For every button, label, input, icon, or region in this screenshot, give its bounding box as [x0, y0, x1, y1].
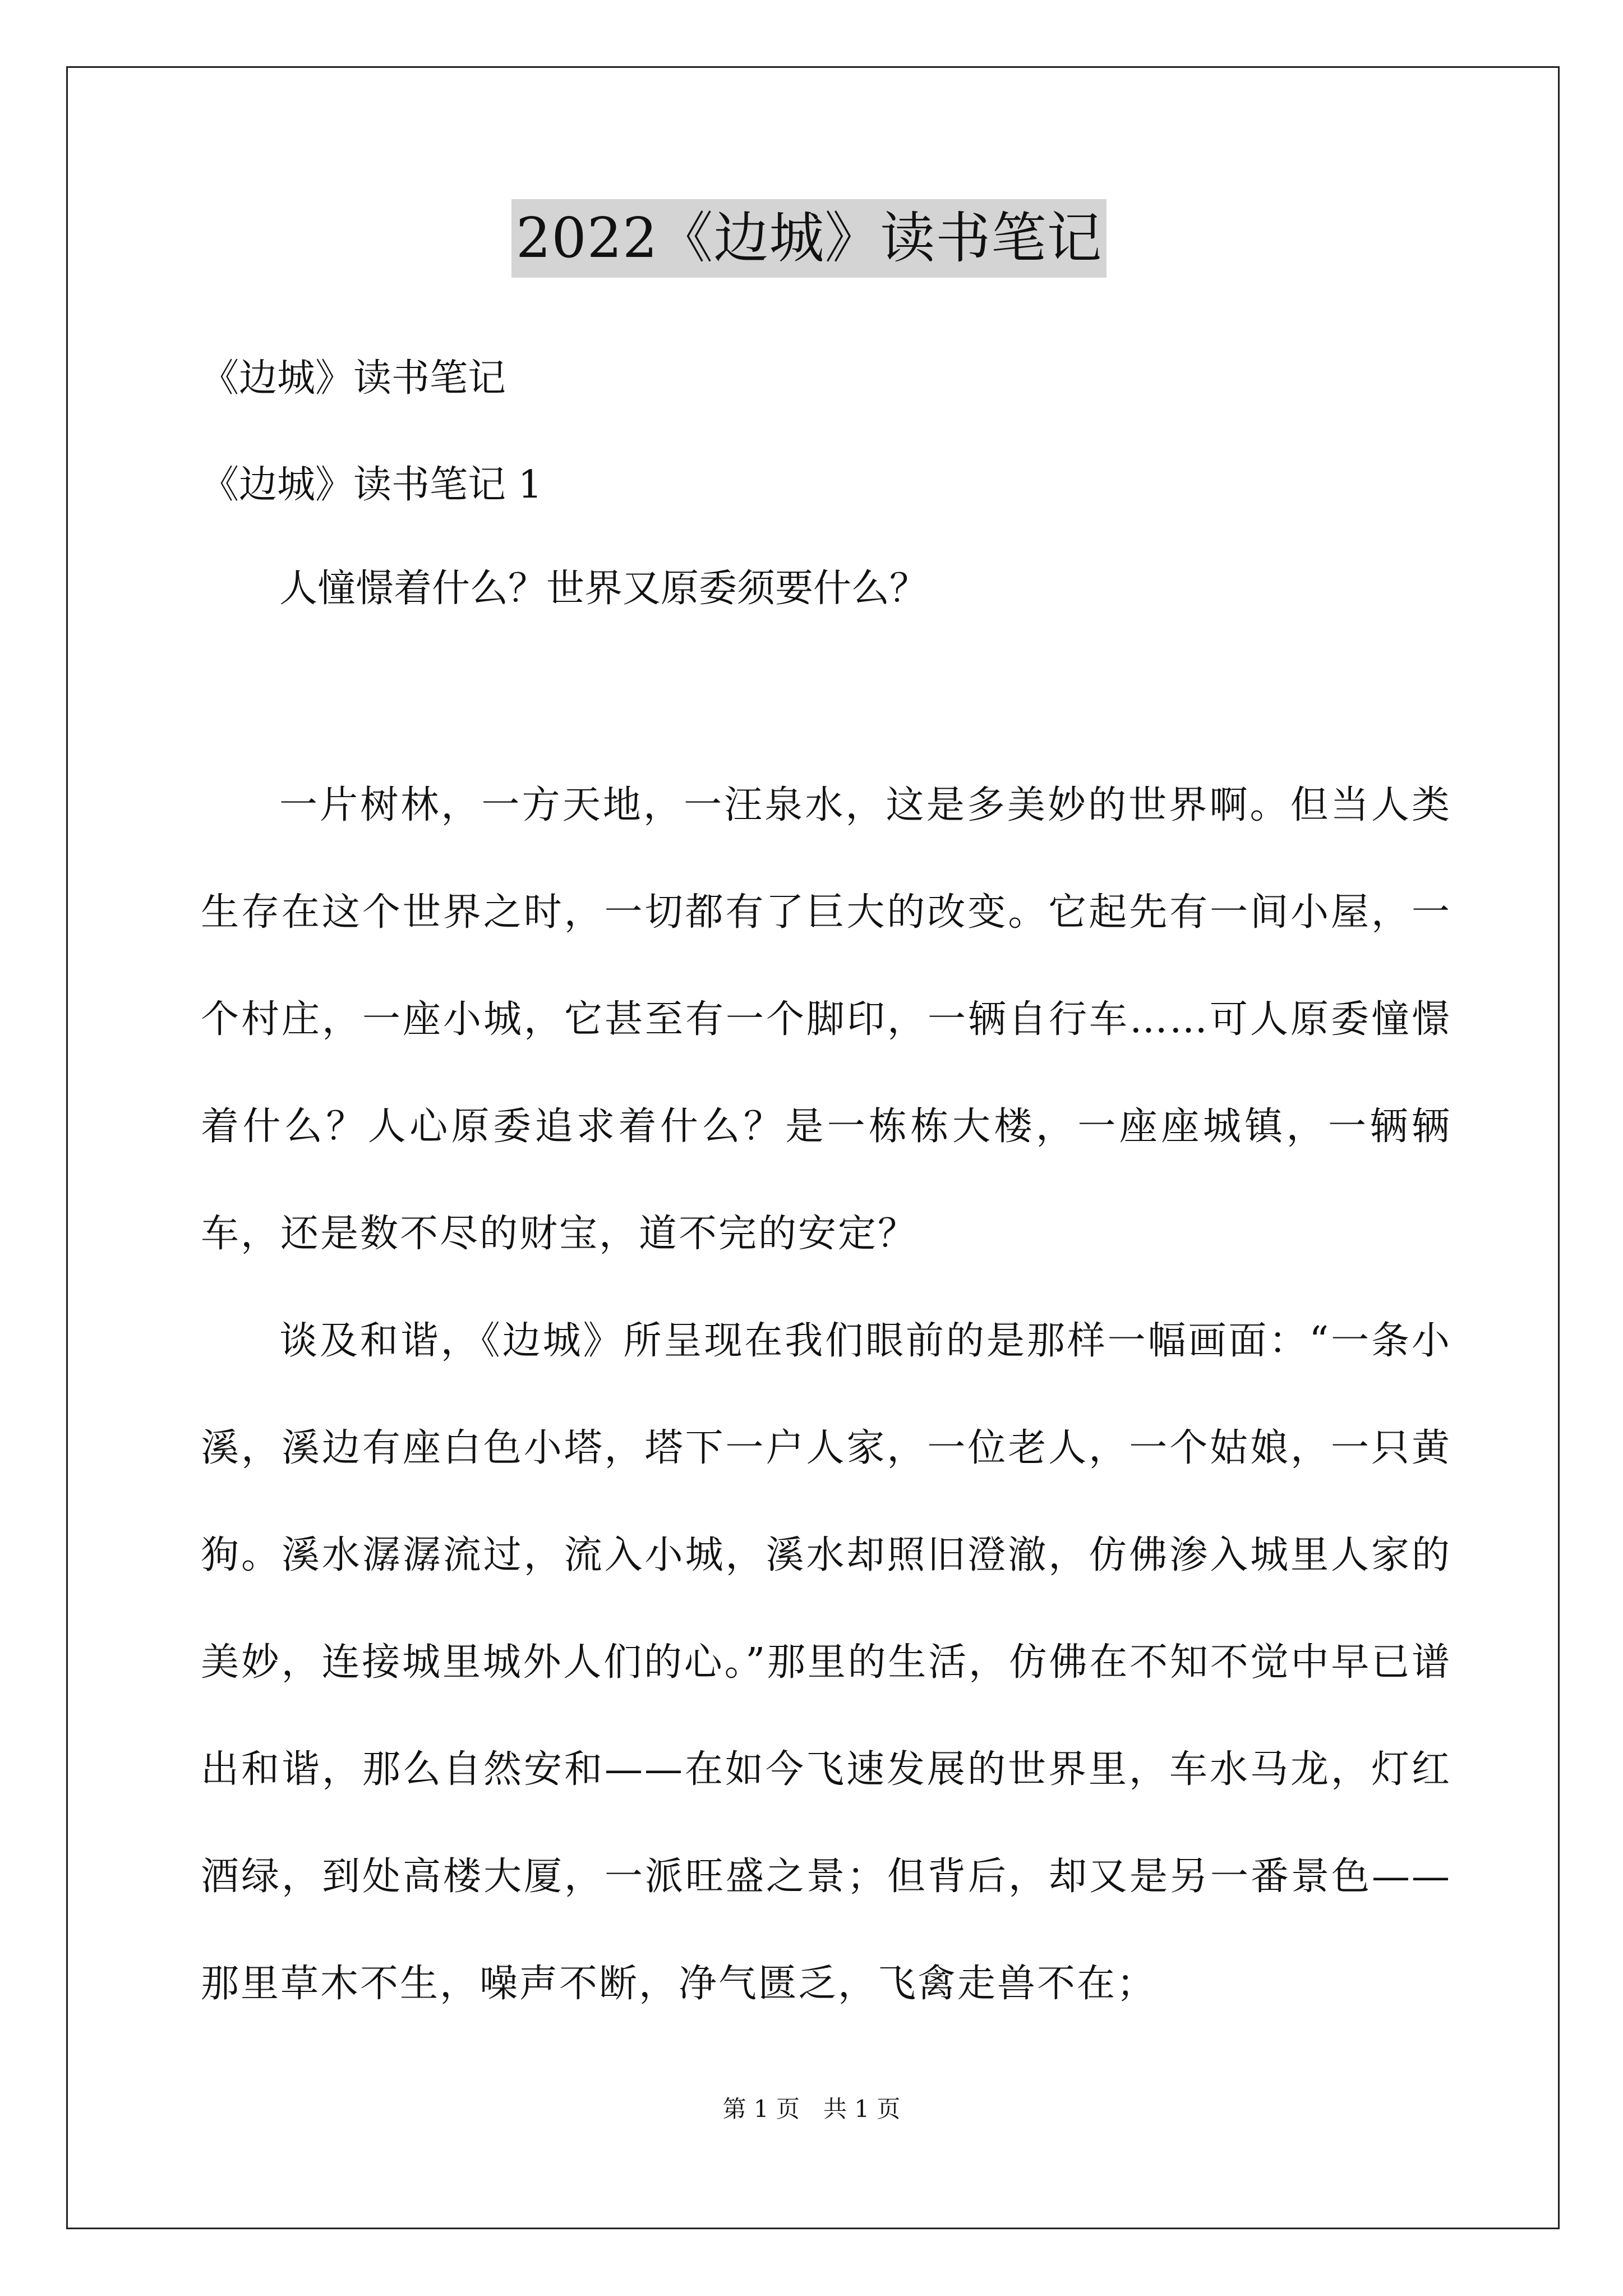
document-title: 2022《边城》读书笔记	[511, 199, 1106, 278]
section-subheading: 《边城》读书笔记 1	[201, 463, 542, 507]
body-paragraph-2: 谈及和谐，《边城》所呈现在我们眼前的是那样一幅画面：“一条小溪，溪边有座白色小塔，塔下一户人家，一位老人，一个姑娘，一只黄狗。溪水潺潺流过，流入小城，溪水却照旧澄澈，仿佛渗入城里人家的美妙，连接城里城外人们的心。”那里的生活，仿佛在不知不觉中早已谱出和谐，那么自然安和——在如今飞速发展的世界里，车水马龙，灯红酒绿，到处高楼大厦，一派旺盛之景；但背后，却又是另一番景色——那里草木不生，噪声不断，净气匮乏，飞禽走兽不在；	[201, 1319, 1451, 2006]
intro-question: 人憧憬着什么？世界又原委须要什么？	[279, 567, 928, 611]
body-paragraph-1: 一片树林，一方天地，一汪泉水，这是多美妙的世界啊。但当人类生存在这个世界之时，一切都有了巨大的改变。它起先有一间小屋，一个村庄，一座小城，它甚至有一个脚印，一辆自行车……可人原委憧憬着什么？人心原委追求着什么？是一栋栋大楼，一座座城镇，一辆辆车，还是数不尽的财宝，道不完的安定？	[201, 783, 1451, 1256]
page-number-footer: 第 1 页 共 1 页	[722, 2095, 901, 2123]
section-heading: 《边城》读书笔记	[201, 356, 506, 401]
